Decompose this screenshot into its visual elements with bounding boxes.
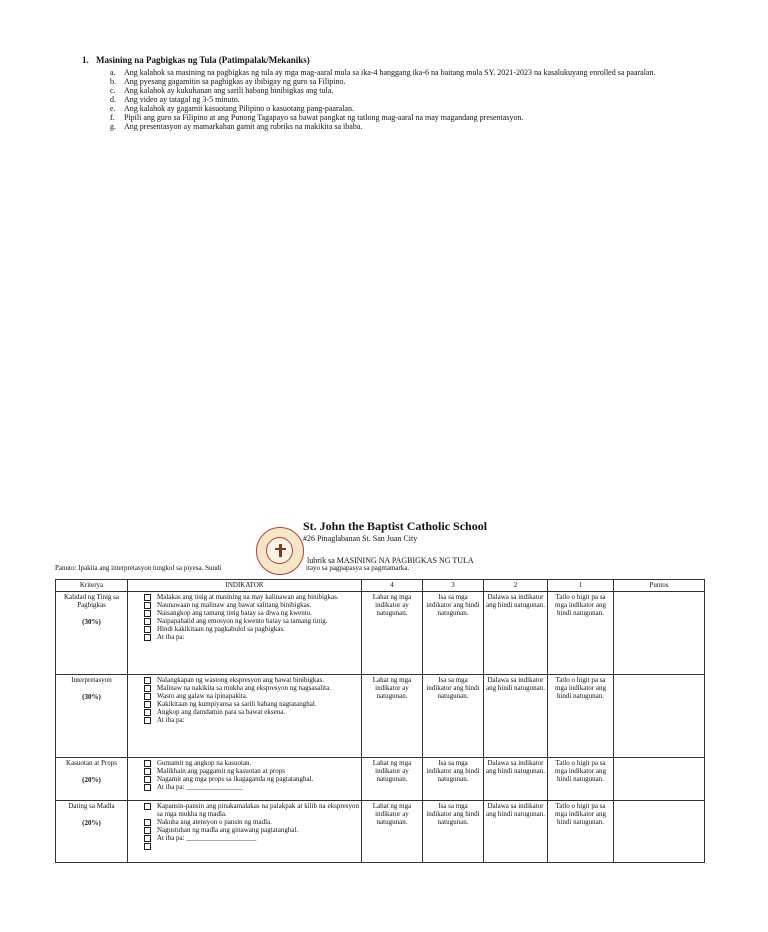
criteria-name: Dating sa Madla bbox=[68, 802, 115, 810]
indicator-item bbox=[130, 708, 359, 716]
checkbox-icon bbox=[144, 602, 151, 609]
indicator-item bbox=[130, 826, 359, 834]
level-1-cell: Tatlo o higit pa sa mga indikator ang hindi natugunan. bbox=[548, 758, 614, 801]
indicator-text: At iba pa: bbox=[157, 716, 185, 724]
rubric-table bbox=[55, 579, 705, 863]
indicator-text: Malikhain ang paggamit ng kasuotan at props bbox=[157, 767, 285, 775]
indicator-cell bbox=[128, 675, 362, 758]
indicator-item bbox=[130, 625, 359, 633]
indicator-item bbox=[130, 783, 359, 791]
item-text: Ang pyesang gagamitin sa pagbigkas ay ibibigay ng guro sa Filipino. bbox=[124, 77, 346, 86]
criteria-name: Kasuotan at Props bbox=[66, 759, 117, 767]
criteria-cell bbox=[56, 675, 128, 758]
checkbox-icon bbox=[144, 634, 151, 641]
indicator-item bbox=[130, 601, 359, 609]
indicator-item bbox=[130, 700, 359, 708]
table-row bbox=[56, 675, 705, 758]
checkbox-icon bbox=[144, 835, 151, 842]
header-level-3: 3 bbox=[423, 580, 484, 592]
list-item bbox=[110, 95, 702, 104]
indicator-item bbox=[130, 759, 359, 767]
checkbox-icon bbox=[144, 685, 151, 692]
checkbox-icon bbox=[144, 701, 151, 708]
table-row bbox=[56, 592, 705, 675]
indicator-item bbox=[130, 692, 359, 700]
list-item bbox=[110, 68, 702, 77]
criteria-cell bbox=[56, 592, 128, 675]
criteria-cell bbox=[56, 758, 128, 801]
level-1-cell: Tatlo o higit pa sa mga indikator ang hindi natugunan. bbox=[548, 675, 614, 758]
criteria-percent: (30%) bbox=[82, 618, 101, 626]
indicator-text: Naunawaan ng malinaw ang bawat salitang binibigkas. bbox=[157, 601, 312, 609]
checkbox-icon bbox=[144, 717, 151, 724]
checkbox-icon bbox=[144, 843, 151, 850]
level-3-cell: Isa sa mga indikator ang hindi natugunan. bbox=[423, 592, 484, 675]
points-cell bbox=[614, 758, 705, 801]
indicator-item bbox=[130, 609, 359, 617]
cross-icon bbox=[279, 544, 282, 557]
level-4-cell: Lahat ng mga indikator ay natugunan. bbox=[362, 675, 423, 758]
list-item bbox=[110, 113, 702, 122]
level-2-cell: Dalawa sa indikator ang hindi natugunan. bbox=[484, 801, 548, 863]
checkbox-icon bbox=[144, 618, 151, 625]
checkbox-icon bbox=[144, 768, 151, 775]
indicator-cell bbox=[128, 758, 362, 801]
level-1-cell: Tatlo o higit pa sa mga indikator ang hindi natugunan. bbox=[548, 801, 614, 863]
criteria-name: Kalidad ng Tinig sa Pagbigkas bbox=[63, 593, 120, 609]
rubric-title: lubrik sa MASINING NA PAGBIGKAS NG TULA bbox=[307, 556, 474, 565]
indicator-text: Hindi kakikitaan ng pagkabulol sa pagbigkas. bbox=[157, 625, 285, 633]
indicator-text: At iba pa: bbox=[157, 633, 185, 641]
checkbox-icon bbox=[144, 776, 151, 783]
checkbox-icon bbox=[144, 594, 151, 601]
mechanics-section bbox=[82, 55, 702, 131]
school-seal-icon bbox=[256, 527, 304, 575]
indicator-text: Nakuha ang atensyon o pansin ng madla. bbox=[157, 818, 272, 826]
item-text: Ang video ay tatagal ng 3-5 minuto. bbox=[124, 95, 240, 104]
checkbox-icon bbox=[144, 626, 151, 633]
cross-bar bbox=[275, 548, 286, 550]
checkbox-icon bbox=[144, 827, 151, 834]
header-criteria: Kriterya bbox=[56, 580, 128, 592]
points-cell bbox=[614, 801, 705, 863]
list-item bbox=[110, 122, 702, 131]
indicator-item bbox=[130, 834, 359, 842]
table-header-row bbox=[56, 580, 705, 592]
school-name: St. John the Baptist Catholic School bbox=[303, 519, 488, 533]
indicator-item bbox=[130, 767, 359, 775]
indicator-text: Nalangkapan ng wastong ekspresyon ang bawat binibigkas. bbox=[157, 676, 324, 684]
points-cell bbox=[614, 592, 705, 675]
checkbox-icon bbox=[144, 693, 151, 700]
indicator-item bbox=[130, 775, 359, 783]
indicator-text: Kakikitaan ng kumpiyansa sa sarili habang nagtatanghal. bbox=[157, 700, 317, 708]
criteria-percent: (20%) bbox=[82, 819, 101, 827]
checkbox-icon bbox=[144, 709, 151, 716]
indicator-text: At iba pa: ________________ bbox=[157, 783, 243, 791]
item-text: Ang kalahok ay gagamit kasuotang Pilipino o kasuotang pang-paaralan. bbox=[124, 104, 354, 113]
table-row bbox=[56, 758, 705, 801]
item-text: Ang kalahok sa masining na pagbigkas ng tula ay mga mag-aaral mula sa ika-4 hanggang ika-6 na baitang mula SY. 2021-2023 na kasalukuyang enrolled sa paaralan. bbox=[124, 68, 656, 77]
level-4-cell: Lahat ng mga indikator ay natugunan. bbox=[362, 758, 423, 801]
checkbox-icon bbox=[144, 610, 151, 617]
level-1-cell: Tatlo o higit pa sa mga indikator ang hindi natugunan. bbox=[548, 592, 614, 675]
indicator-item bbox=[130, 818, 359, 826]
indicator-text: Nagamit ang mga props sa ikagaganda ng pagtatanghal. bbox=[157, 775, 314, 783]
indicator-cell bbox=[128, 801, 362, 863]
indicator-text: Gumamit ng angkop na kasuotan. bbox=[157, 759, 252, 767]
mechanics-list bbox=[82, 68, 702, 131]
header-level-4: 4 bbox=[362, 580, 423, 592]
checkbox-icon bbox=[144, 677, 151, 684]
indicator-item bbox=[130, 617, 359, 625]
indicator-text: At iba pa: ____________________ bbox=[157, 834, 257, 842]
item-letter: f. bbox=[110, 113, 115, 122]
level-4-cell: Lahat ng mga indikator ay natugunan. bbox=[362, 801, 423, 863]
indicator-text: Naisangkop ang tamang tinig batay sa diwa ng kwento. bbox=[157, 609, 312, 617]
indicator-item bbox=[130, 684, 359, 692]
section-number: 1. bbox=[82, 55, 89, 65]
criteria-cell bbox=[56, 801, 128, 863]
item-letter: c. bbox=[110, 86, 116, 95]
level-2-cell: Dalawa sa indikator ang hindi natugunan. bbox=[484, 592, 548, 675]
indicator-item bbox=[130, 802, 359, 818]
instructions-right: itayo sa pagpapasya sa pagmamarka. bbox=[306, 564, 410, 572]
item-letter: d. bbox=[110, 95, 116, 104]
list-item bbox=[110, 77, 702, 86]
header-points: Puntos bbox=[614, 580, 705, 592]
item-letter: g. bbox=[110, 122, 116, 131]
indicator-text: Malakas ang tinig at masining na may kalinawan ang binibigkas. bbox=[157, 593, 339, 601]
section-title-text: Masining na Pagbigkas ng Tula (Patimpalak/Mekaniks) bbox=[96, 55, 310, 65]
item-letter: e. bbox=[110, 104, 116, 113]
item-text: Ang kalahok ay kukuhanan ang sarili habang binibigkas ang tula. bbox=[124, 86, 334, 95]
list-item bbox=[110, 86, 702, 95]
indicator-text: Nagustuhan ng madla ang ginawang pagtatanghal. bbox=[157, 826, 299, 834]
item-text: Pipili ang guro sa Filipino at ang Punong Tagapayo sa bawat pangkat ng tatlong mag-aaral na may magandang presentasyon. bbox=[124, 113, 524, 122]
checkbox-icon bbox=[144, 760, 151, 767]
indicator-item bbox=[130, 842, 359, 850]
list-item bbox=[110, 104, 702, 113]
header-level-1: 1 bbox=[548, 580, 614, 592]
indicator-item bbox=[130, 633, 359, 641]
level-2-cell: Dalawa sa indikator ang hindi natugunan. bbox=[484, 675, 548, 758]
indicator-item bbox=[130, 716, 359, 724]
checkbox-icon bbox=[144, 784, 151, 791]
seal-inner-ring bbox=[266, 537, 293, 564]
level-2-cell: Dalawa sa indikator ang hindi natugunan. bbox=[484, 758, 548, 801]
indicator-text: Angkop ang damdamin para sa bawat eksena. bbox=[157, 708, 286, 716]
indicator-text: Wasto ang galaw na ipinapakita. bbox=[157, 692, 248, 700]
criteria-percent: (30%) bbox=[82, 693, 101, 701]
points-cell bbox=[614, 675, 705, 758]
indicator-cell bbox=[128, 592, 362, 675]
item-letter: b. bbox=[110, 77, 116, 86]
checkbox-icon bbox=[144, 803, 151, 810]
criteria-name: Interpretasyon bbox=[71, 676, 112, 684]
indicator-item bbox=[130, 676, 359, 684]
level-3-cell: Isa sa mga indikator ang hindi natugunan. bbox=[423, 758, 484, 801]
item-text: Ang presentasyon ay mamarkahan gamit ang rubriks na makikita sa ibaba. bbox=[124, 122, 363, 131]
indicator-text: Naipapahatid ang emosyon ng kwento batay sa tamang tinig. bbox=[157, 617, 328, 625]
indicator-text: Kapansin-pansin ang pinakamalakas na palakpak at kilib na ekspresyon sa mga mukha ng madla. bbox=[157, 802, 359, 818]
indicator-item bbox=[130, 593, 359, 601]
level-4-cell: Lahat ng mga indikator ay natugunan. bbox=[362, 592, 423, 675]
criteria-percent: (20%) bbox=[82, 776, 101, 784]
header-level-2: 2 bbox=[484, 580, 548, 592]
instructions-left: Panuto: Ipakita ang interpretasyon tungkol sa piyesa. Sundi bbox=[55, 564, 222, 572]
checkbox-icon bbox=[144, 819, 151, 826]
indicator-text: Malinaw na nakikita sa mukha ang ekspresyon ng nagsasalita. bbox=[157, 684, 331, 692]
level-3-cell: Isa sa mga indikator ang hindi natugunan. bbox=[423, 801, 484, 863]
level-3-cell: Isa sa mga indikator ang hindi natugunan. bbox=[423, 675, 484, 758]
item-letter: a. bbox=[110, 68, 116, 77]
school-address: #26 Pinaglabanan St. San Juan City bbox=[303, 534, 418, 543]
table-row bbox=[56, 801, 705, 863]
section-title bbox=[82, 55, 702, 65]
header-indicator: INDIKATOR bbox=[128, 580, 362, 592]
